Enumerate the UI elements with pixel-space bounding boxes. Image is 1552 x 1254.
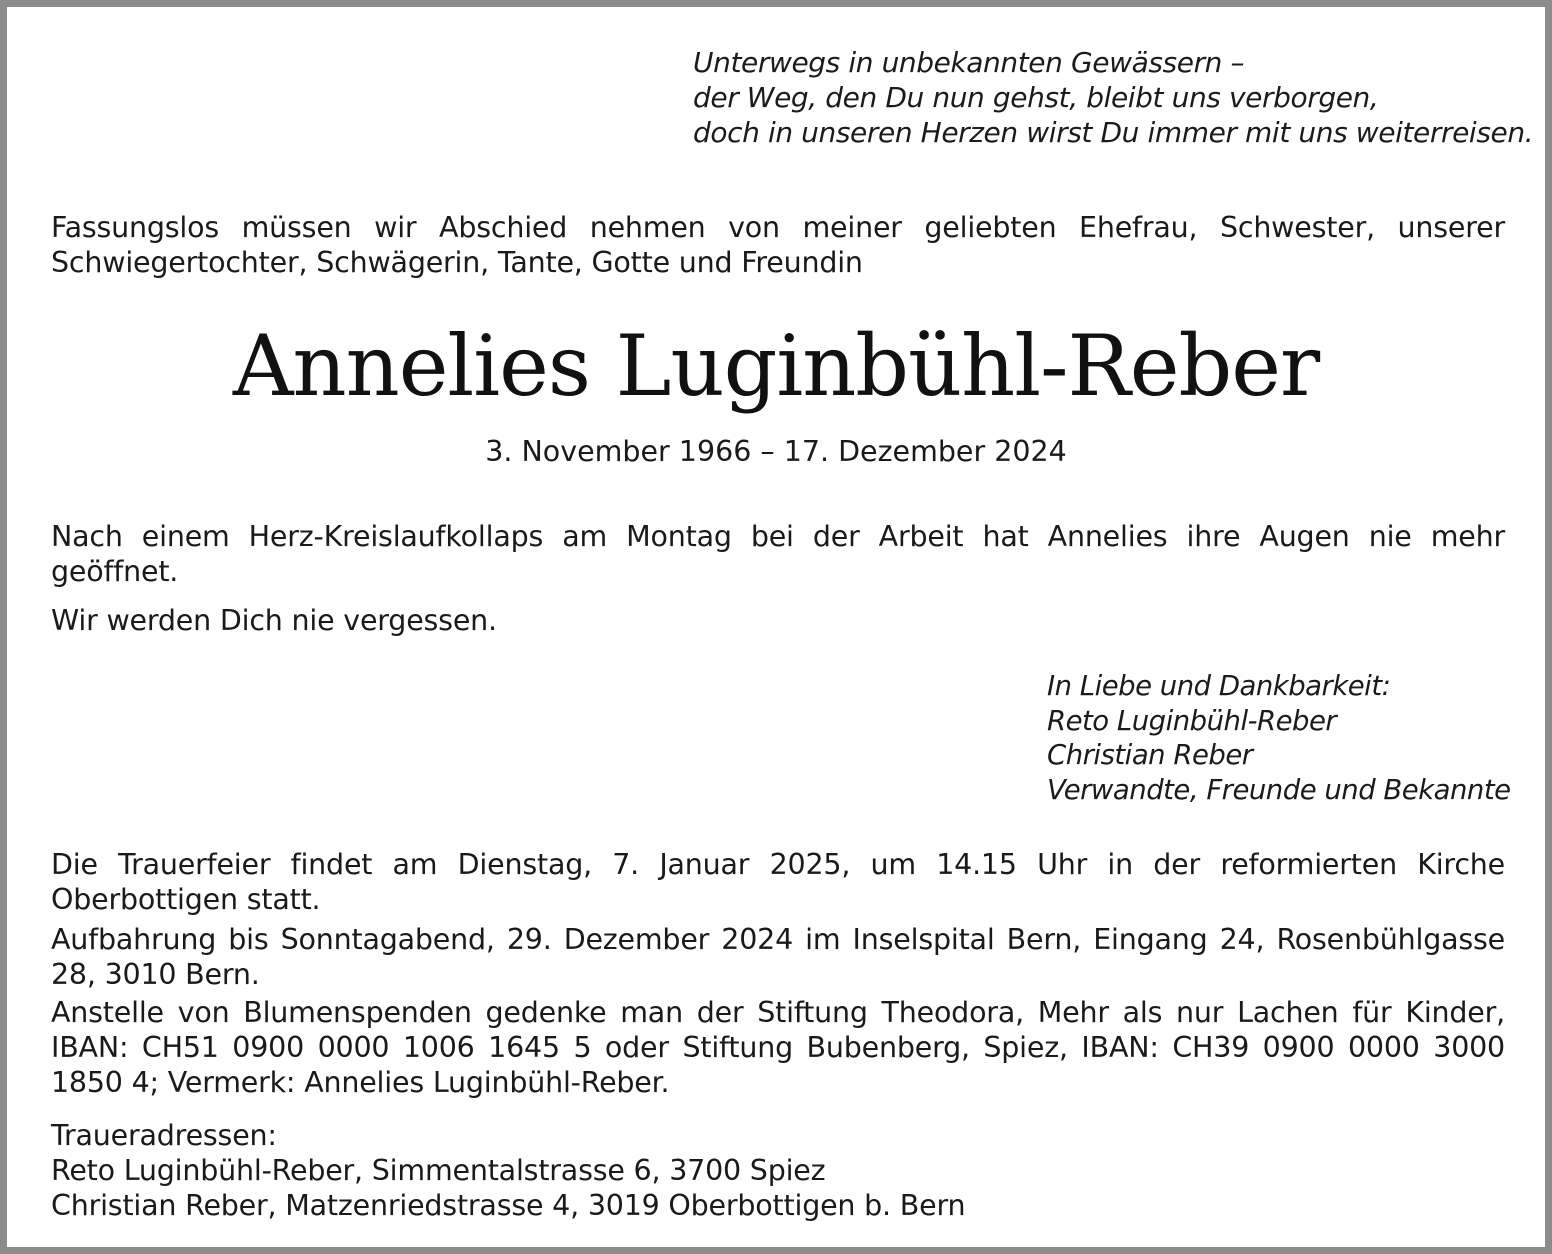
motto-line: der Weg, den Du nun gehst, bleibt uns verborgen,	[693, 81, 1379, 114]
mourner-name: Verwandte, Freunde und Bekannte	[1047, 773, 1511, 806]
address-line: Christian Reber, Matzenriedstrasse 4, 3019 Oberbottigen b. Bern	[51, 1189, 966, 1222]
mourners-heading: In Liebe und Dankbarkeit:	[1047, 670, 1391, 702]
life-dates: 3. November 1966 – 17. Dezember 2024	[485, 435, 1067, 468]
ceremony-info: Die Trauerfeier findet am Dienstag, 7. Januar 2025, um 14.15 Uhr in der reformierten Kirche Oberbottigen statt.	[51, 848, 1505, 916]
address-line: Reto Luginbühl-Reber, Simmentalstrasse 6, 3700 Spiez	[51, 1154, 826, 1187]
message-paragraph: Nach einem Herz-Kreislaufkollaps am Montag bei der Arbeit hat Annelies ihre Augen nie mehr geöffnet.	[51, 520, 1505, 588]
intro-text: Fassungslos müssen wir Abschied nehmen von meiner geliebten Ehefrau, Schwester, unserer Schwiegertochter, Schwägerin, Tante, Gotte und Freundin	[51, 211, 1505, 279]
mourner-name: Christian Reber	[1047, 739, 1253, 771]
message-paragraph: Wir werden Dich nie vergessen.	[51, 604, 497, 637]
motto-verse	[693, 45, 1533, 150]
motto-line: doch in unseren Herzen wirst Du immer mit uns weiterreisen.	[693, 116, 1534, 149]
mourning-addresses	[51, 1118, 1505, 1223]
addresses-heading: Traueradressen:	[51, 1119, 277, 1152]
mourner-name: Reto Luginbühl-Reber	[1047, 704, 1337, 737]
mourners-signature	[1047, 669, 1527, 807]
donation-info: Anstelle von Blumenspenden gedenke man der Stiftung Theodora, Mehr als nur Lachen für Kinder, IBAN: CH51 0900 0000 1006 1645 5 oder Stiftung Bubenberg, Spiez, IBAN: CH39 0900 0000 3000 1850 4; Vermerk: Annelies Luginbühl-Reber.	[51, 996, 1505, 1099]
motto-line: Unterwegs in unbekannten Gewässern –	[693, 46, 1245, 79]
viewing-info: Aufbahrung bis Sonntagabend, 29. Dezember 2024 im Inselspital Bern, Eingang 24, Rosenbühlgasse 28, 3010 Bern.	[51, 923, 1505, 991]
deceased-name: Annelies Luginbühl-Reber	[232, 317, 1320, 415]
